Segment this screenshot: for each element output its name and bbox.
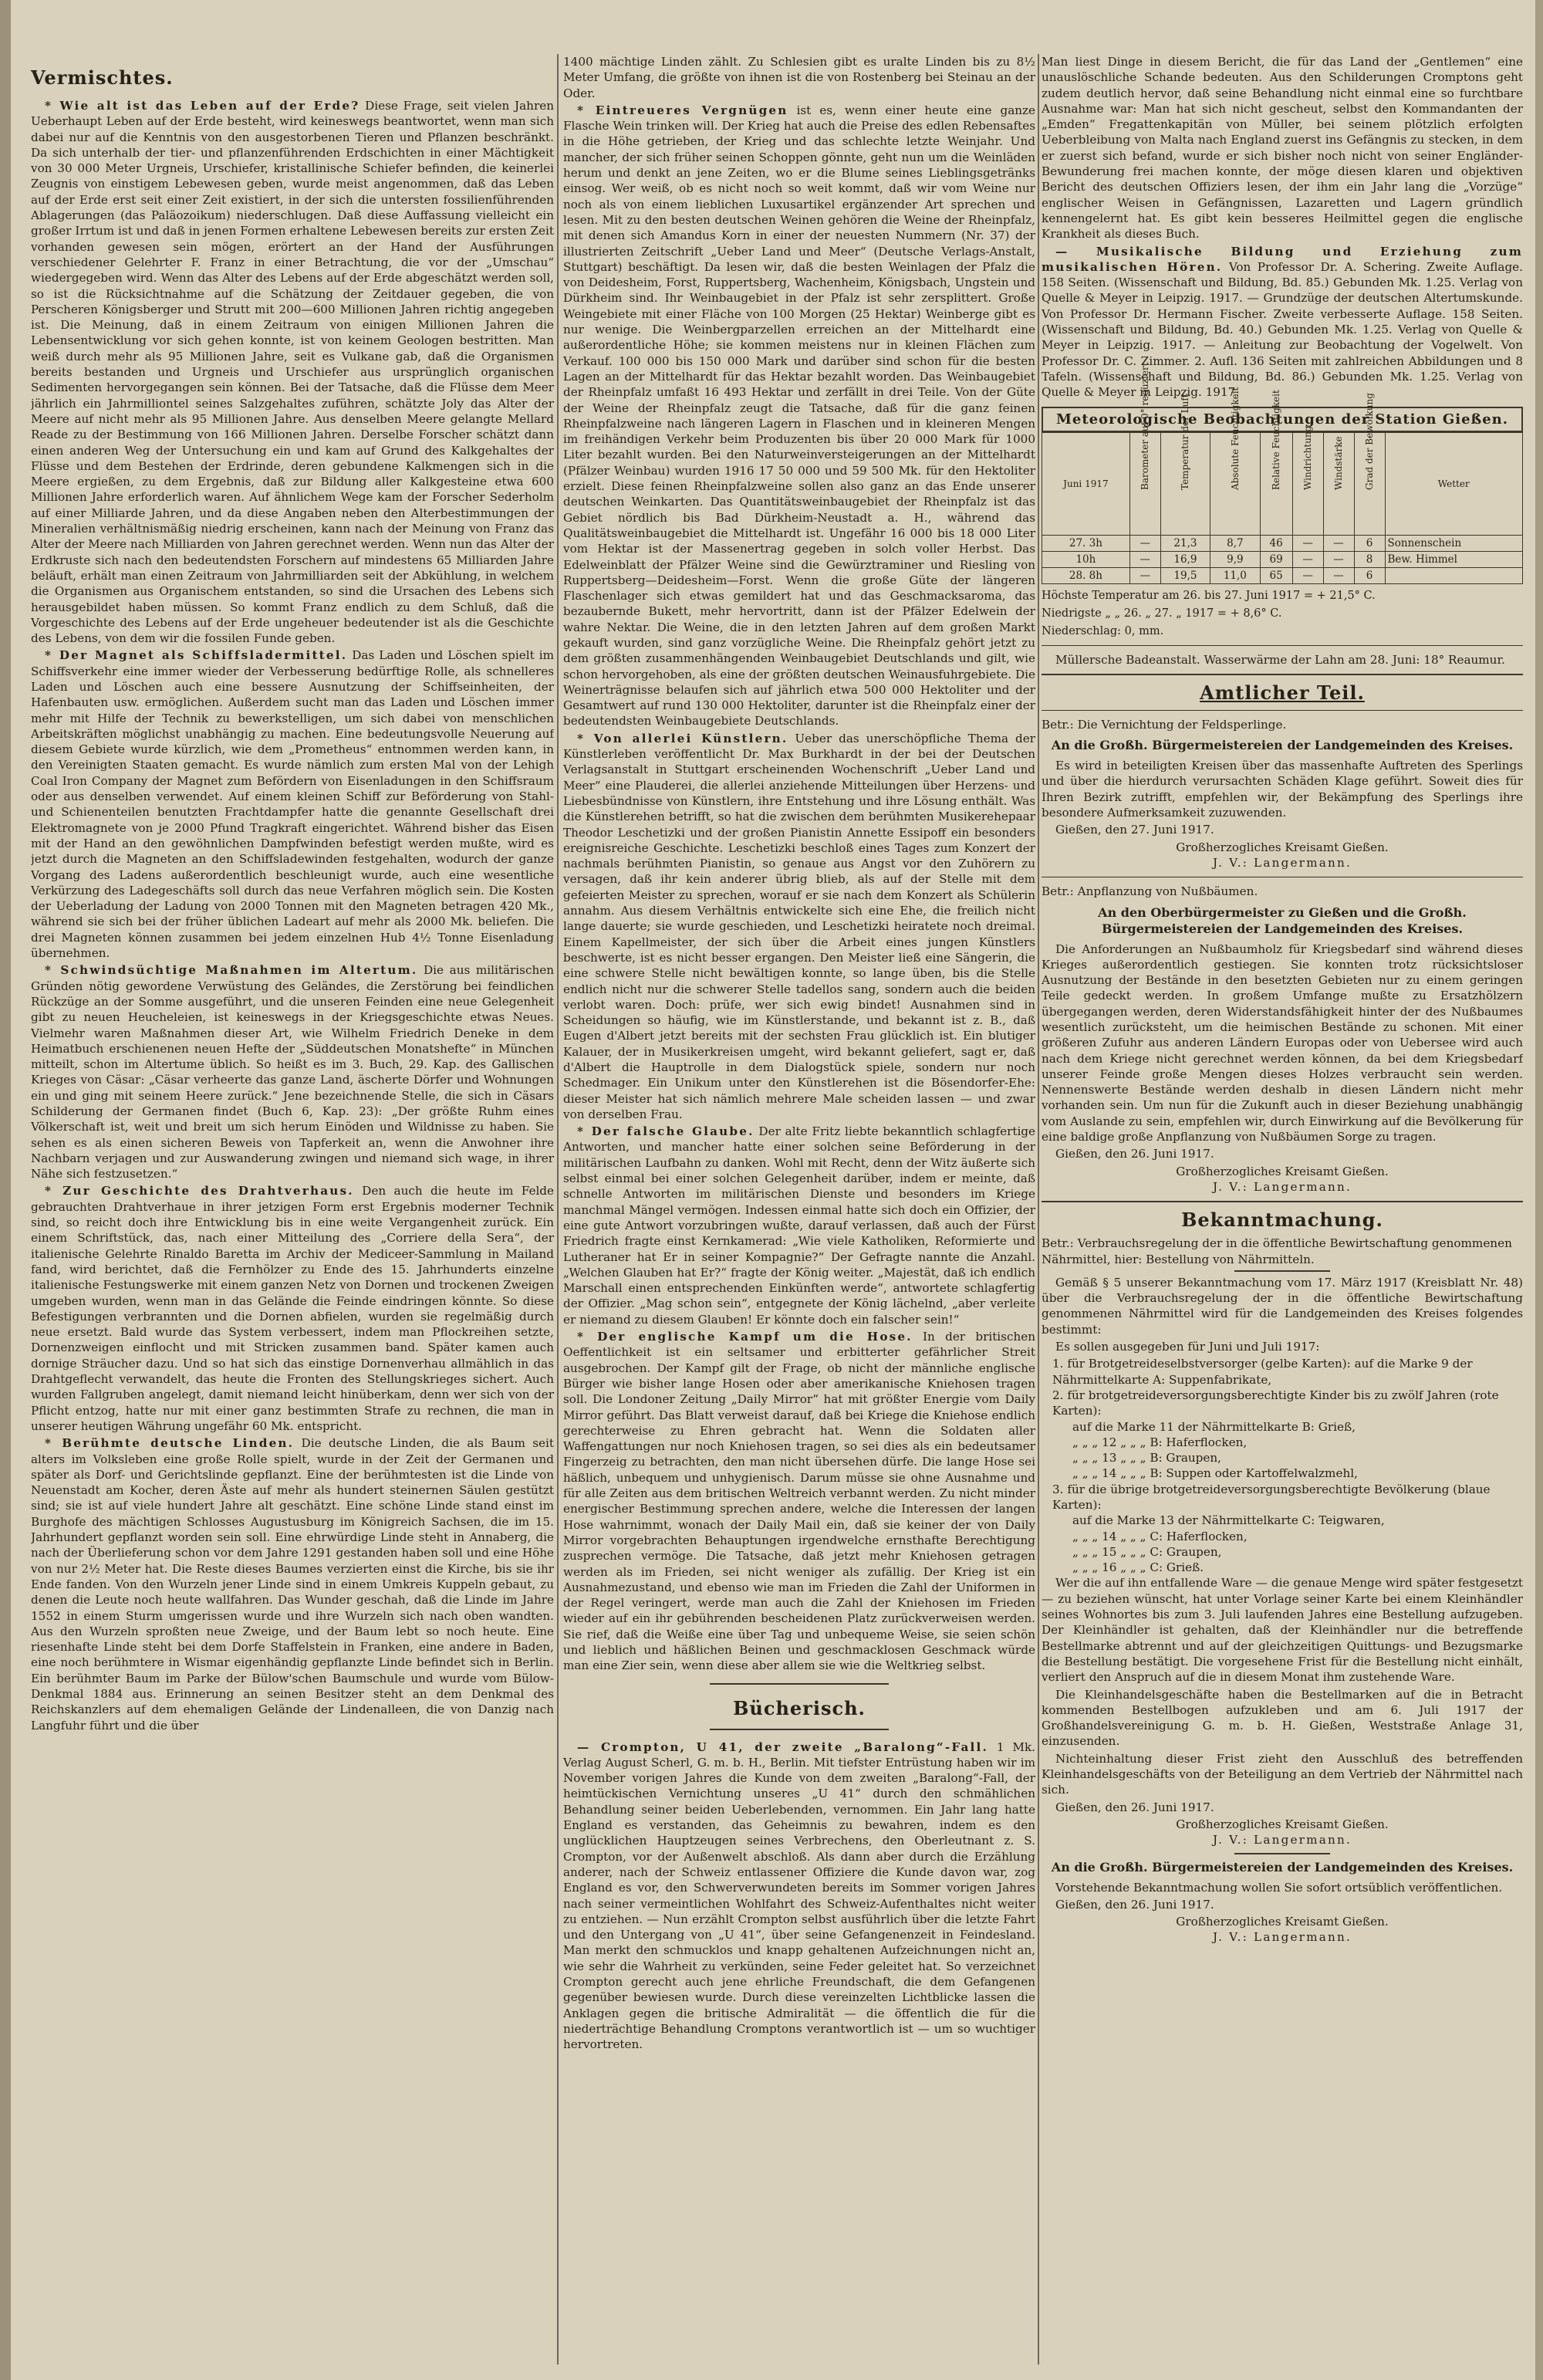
meteo-cell: [1385, 567, 1523, 583]
divider: [1042, 674, 1523, 675]
meteo-cell: —: [1323, 567, 1354, 583]
meteo-cell: —: [1323, 535, 1354, 551]
middle-body: [563, 54, 1035, 1674]
notice-recipient: An die Großh. Bürgermeistereien der Landgemeinden des Kreises.: [1051, 738, 1514, 753]
article-text: Der alte Fritz liebte bekanntlich schlagfertige Antworten, und mancher hatte einer solchen seine Beförderung in der militärischen Laufbahn zu danken. Wohl mit Recht, denn der Witz äußerte sich selbst einmal bei einer solchen Gelegenheit darüber, indem er meinte, daß schnelle Antworten im militärischen Dienste und besonders im Kriege manchmal Mängel vermögen. Indessen einmal hatte sich doch ein Offizier, der eine gute Antwort vorzubringen wußte, darauf verlassen, daß auch der Fürst Friedrich fragte einst Kernkamerad: „Wie viele Katholiken, Reformierte und Lutheraner hat Er in seiner Kompagnie?“ Der Gefragte nannte die Anzahl. „Welchen Glauben hat Er?“ fragte der König weiter. „Majestät, daß ich endlich Marschall einen entsprechenden Einkünften werde“, antwortete schlagfertig der Offizier. „Mag schon sein“, entgegnete der König lächelnd, „aber verleite er niemand zu diesem Glauben! Er könnte doch ein falscher sein!“: [563, 1124, 1035, 1327]
article-lead: * Von allerlei Künstlern.: [577, 731, 788, 745]
article-lead: — Musikalische Bildung und Erziehung zum musikalischen Hören.: [1042, 244, 1523, 274]
meteo-cell: 8: [1354, 551, 1385, 567]
bekannt-sign: J. V.: Langermann.: [1213, 1833, 1352, 1848]
bekannt-office: Großherzogliches Kreisamt Gießen.: [1176, 1817, 1389, 1831]
meteo-row: [1042, 551, 1523, 567]
meteo-header-cell: [1160, 393, 1210, 535]
meteo-cell: —: [1129, 567, 1160, 583]
article-paragraph: [31, 98, 554, 646]
meteo-cell: —: [1292, 551, 1323, 567]
notice-body: Die Anforderungen an Nußbaumholz für Kriegsbedarf sind während dieses Krieges außerordentlich gestiegen. Sie konnten trotz rücksichtsloser Ausnutzung der Bestände in den besetzten Gebieten nur zu einem geringen Teile gedeckt werden. In großem Umfange mußte zu Ersatzhölzern übergegangen werden, deren Widerstandsfähigkeit hinter der des Nußbaumes wesentlich zurücksteht, um die heimischen Bestände zu schonen. Mit einer größeren Zufuhr aus anderen Ländern Europas oder von Uebersee wird auch nach dem Kriege nicht gerechnet werden können, da bei dem Kriegsbedarf unserer Feinde große Mengen dieses Holzes verbraucht sein werden. Nennenswerte Bestände werden deshalb in diesen Ländern nicht mehr vorhanden sein. Um nun für die Zukunft auch in dieser Beziehung unabhängig vom Auslande zu sein, empfehlen wir, durch Einwirkung auf die Bevölkerung für eine baldige große Anpflanzung von Nußbäumen Sorge zu tragen.: [1042, 942, 1523, 1144]
bekannt-intro: Gemäß § 5 unserer Bekanntmachung vom 17. März 1917 (Kreisblatt Nr. 48) über die Verbrauchsregelung der in die öffentliche Bewirtschaftung genommenen Nährmittel wird für die Landgemeinden des Kreises folgendes bestimmt:: [1042, 1275, 1523, 1337]
meteo-header-cell: [1354, 392, 1385, 535]
article-lead: * Berühmte deutsche Linden.: [45, 1436, 295, 1451]
bekannt-item: „ „ „ 16 „ „ „ C: Grieß.: [1072, 1560, 1204, 1575]
notice-sign: J. V.: Langermann.: [1213, 855, 1352, 870]
meteo-header-label: Temperatur der Luft: [1180, 393, 1191, 490]
notice-office: Großherzogliches Kreisamt Gießen.: [1176, 840, 1389, 854]
meteo-cell: —: [1129, 551, 1160, 567]
article-paragraph: [31, 1183, 554, 1434]
meteo-cell: Bew. Himmel: [1385, 551, 1523, 567]
article-lead: * Zur Geschichte des Drahtverhaus.: [45, 1184, 354, 1198]
meteo-title: Meteorologische Beobachtungen der Station Gießen.: [1042, 407, 1523, 432]
article-paragraph: [31, 1435, 554, 1733]
notice-betr: Betr.: Anpflanzung von Nußbäumen.: [1042, 884, 1258, 899]
meteo-notes: [1042, 589, 1523, 639]
meteo-header-label: Windstärke: [1333, 435, 1345, 490]
column-right: [1042, 54, 1523, 2365]
section-title-amtlich: Amtlicher Teil.: [1200, 681, 1365, 704]
divider: [710, 1729, 890, 1730]
section-title-vermischtes: Vermischtes.: [31, 66, 174, 89]
article-lead: * Der falsche Glaube.: [577, 1124, 755, 1139]
meteo-header-cell: [1042, 432, 1130, 535]
bekannt-date: Gießen, den 26. Juni 1917.: [1055, 1800, 1214, 1814]
divider: [1234, 1853, 1331, 1854]
meteo-header-cell: [1385, 432, 1523, 535]
meteo-row: [1042, 567, 1523, 583]
meteo-header-label: Grad der Bewölkung: [1364, 392, 1376, 490]
meteo-cell: 10h: [1042, 551, 1130, 567]
article-paragraph: [563, 54, 1035, 101]
article-text: Die deutsche Linden, die als Baum seit alters im Volksleben eine große Rolle spielt, wurde in der Zeit der Germanen und später als Dorf- und Gerichtslinde gepflanzt. Eine der berühmtesten ist die Linde von Neuenstadt am Kocher, deren Äste auf mehr als hundert steinernen Säulen gestützt sind; sie ist auf viele hundert Jahre alt geschätzt. Eine schöne Linde stand einst im Burghofe des mächtigen Schlosses Augustusburg im Königreich Sachsen, die im 15. Jahrhundert gepflanzt worden sein soll. Eine ehrwürdige Linde steht in Annaberg, die nach der Überlieferung schon vor dem Jahre 1291 gestanden haben soll und eine Höhe von nur 2½ Meter hat. Die Reste dieses Baumes verzierten einst die Kirche, bis sie ihr Ende fanden. Von den Wurzeln jener Linde sind in einem Umkreis Kuppeln gebaut, zu denen die Leute noch heute wallfahren. Das Wunder geschah, daß die Linde im Jahre 1552 in einem Sturm umgerissen wurde und ihre Wurzeln sich nach oben wandten. Aus den Wurzeln sproßten neue Zweige, und der Baum lebt so noch heute. Eine riesenhafte Linde steht bei dem Dorfe Staffelstein in Franken, eine andere in Baden, eine noch berühmtere in Wismar eigenhändig gepflanzte Linde befindet sich in Berlin. Ein berühmter Baum im Parke der Bülow'schen Baumschule und wurde vom Bülow-Denkmal 1884 aus. Erinnerung an seinen Besitzer steht an dem Denkmal des Reichskanzlers auf dem ehemaligen Gelände der Lindenalleen, die von Danzig nach Langfuhr führt und die über: [31, 1436, 554, 1733]
article-paragraph: [1042, 54, 1523, 242]
bekannt-body: [1042, 1575, 1523, 1797]
section-title-buecher: Bücherisch.: [733, 1696, 866, 1719]
meteo-cell: 11,0: [1210, 567, 1260, 583]
meteo-note: Höchste Temperatur am 26. bis 27. Juni 1917 = + 21,5° C.: [1042, 589, 1376, 602]
article-text: Ueber das unerschöpfliche Thema der Künstlerleben veröffentlicht Dr. Max Burkhardt in der bei der Deutschen Verlagsanstalt in Stuttgart erscheinenden Wochenschrift „Ueber Land und Meer“ eine Plauderei, die allerlei anziehende Mitteilungen über Herzens- und Liebesbündnisse von Künstlern, ihre Entstehung und ihre Lösung enthält. Was die Künstlerehen betrifft, so hat die zwischen dem berühmten Musikerehepaar Theodor Leschetizki und der großen Pianistin Annette Essipoff ein besonders ereignisreiche Geschichte. Leschetizki beschloß eines Tages zum Konzert der nachmals berühmten Pianistin, so genaue aus Angst vor den Zuhörern zu versagen, daß ihr kein anderer übrig blieb, als auf der Stelle mit dem gefeierten Meister zu sprechen, worauf er sie nach dem Konzert als Schülerin annahm. Aus diesem Verhältnis entwickelte sich eine Ehe, die freilich nicht lange dauerte; sie wurde geschieden, und Leschetizki heiratete noch dreimal. Einem Kapellmeister, der sich über die Arbeit eines jungen Künstlers beschwerte, ist es nicht besser ergangen. Den Meister ließ eine Sängerin, die eine schwere Stelle nicht bewältigen konnte, so lange üben, bis die Stelle endlich nicht nur die schwerer Stelle tadellos sang, sondern auch die beiden verlobt waren. Doch: prüfe, wer sich ewig bindet! Ausnahmen sind in Scheidungen so häufig, wie im Künstlerstande, und bekannt ist z. B., daß Eugen d'Albert jetzt bereits mit der sechsten Frau glücklich ist. Ein blutiger Kalauer, der in Musikerkreisen umgeht, wird bekannt geliefert, sagt er, daß d'Albert die Hauptrolle in dem Dialogstück spiele, sondern nur noch Schedmager. Ein Unikum unter den Künstlerehen ist die Bösendorfer-Ehe: dieser Meister hat sich nämlich mehrere Male scheiden lassen — und zwar von derselben Frau.: [563, 731, 1035, 1121]
meteo-cell: 69: [1260, 551, 1292, 567]
notice-recipient: An den Oberbürgermeister zu Gießen und die Großh. Bürgermeistereien der Landgemeinden des Kreises.: [1098, 904, 1467, 936]
bekannt-sign2: J. V.: Langermann.: [1213, 1930, 1352, 1945]
meteo-cell: Sonnenschein: [1385, 535, 1523, 551]
bekannt-item: 2. für brotgetreideversorgungsberechtigte Kinder bis zu zwölf Jahren (rote Karten):: [1052, 1388, 1499, 1418]
meteo-cell: —: [1323, 551, 1354, 567]
meteo-cell: 16,9: [1160, 551, 1210, 567]
article-lead: * Der englische Kampf um die Hose.: [577, 1330, 913, 1344]
meteo-cell: —: [1292, 535, 1323, 551]
bekannt-item: „ „ „ 14 „ „ „ B: Suppen oder Kartoffelwalzmehl,: [1072, 1466, 1358, 1481]
article-text: ist es, wenn einer heute eine ganze Flasche Wein trinken will. Der Krieg hat auch die Preise des edlen Rebensaftes in die Höhe getrieben, der Krieg und das schlechte letzte Weinjahr. Und mancher, der sich früher seinen Schoppen gönnte, geht nun um die Weinläden herum und denkt an jene Zeiten, wo er die Blume seines Lieblingsgetränks einsog. Wer weiß, ob es nicht noch so weit kommt, daß wir vom Weine nur noch als von einem lieblichen Luxusartikel ergänzender Art sprechen und lesen. Mit zu den besten deutschen Weinen gehören die Weine der Rheinpfalz, mit denen sich Amandus Korn in einer der neuesten Nummern (Nr. 37) der illustrierten Zeitschrift „Ueber Land und Meer“ (Deutsche Verlags-Anstalt, Stuttgart) beschäftigt. Da lesen wir, daß die besten Weinlagen der Pfalz die von Deidesheim, Forst, Ruppertsberg, Wachenheim, Königsbach, Ungstein und Dürkheim sind. Ihr Weinbaugebiet in der Pfalz ist sehr zersplittert. Große Weingebiete mit einer Fläche von 100 Morgen (25 Hektar) Weinberge gibt es nur wenige. Die Weinbergparzellen erreichen an der Mittelhardt eine außerordentliche Höhe; sie kommen meistens nur in kleinen Flächen zum Verkauf. 100 000 bis 150 000 Mark und darüber sind schon für die besten Lagen an der Mittelhardt für das Hektar bezahlt worden. Das Weinbaugebiet der Rheinpfalz umfaßt 16 493 Hektar und zerfällt in drei Teile. Von der Güte der Weine der Rheinpfalz zeugt die Tatsache, daß für die ganz feinen Rheinpfalzweine nach längeren Lagern in Flaschen und in kleineren Mengen im freihändigen Verkehr beim Produzenten bis über 20 000 Mark für 1000 Liter bezahlt wurden. Bei den Naturweinversteigerungen an der Mittelhardt (Pfälzer Weinbau) wurden 1916 17 50 000 und 59 500 Mk. für den Hektoliter erzielt. Diese feinen Rheinpfalzweine sollen also ganz an das Ende unserer deutschen Weinkarten. Das Quantitätsweinbaugebiet der Rheinpfalz ist das Gebiet nördlich bis Bad Dürkheim-Neustadt a. H., während das Qualitätsweinbaugebiet die Mittelhardt ist. Ungefähr 16 000 bis 18 000 Liter vom Hektar ist der Massenertrag gegeben in solch voller Herbst. Das Edelweinblatt der Pfälzer Weine sind die Gewürztraminer und Riesling von Ruppertsberg—Deidesheim—Forst. Wenn die große Güte der längeren Flaschenlager sich etwas gemildert hat und das Geschmacksaroma, das bezaubernde Bukett, mehr hervortritt, dann ist der Pfälzer Edelwein der wahre Nektar. Die Weine, die in den letzten Jahren auf dem großen Markt gekauft wurden, sind ganz vorzügliche Weine. Die Rheinpfalz gehört jetzt zu dem größten zusammenhängenden Weinbaugebiet Deutschlands und gilt, wie schon hervorgehoben, als eine der größten deutschen Weinausfuhrgebiete. Die Weinerträgnisse belaufen sich auf jährlich etwa 500 000 Hektoliter und der Gesamtwert auf rund 130 000 Hektoliter, darunter ist die Rheinpfalz einer der bedeutendsten Weinbaugebiete Deutschlands.: [563, 103, 1035, 729]
article-paragraph: [563, 731, 1035, 1122]
meteo-header-row: [1042, 432, 1523, 535]
notice-date: Gießen, den 27. Juni 1917.: [1055, 823, 1214, 837]
bekannt-paragraph: Nichteinhaltung dieser Frist zieht den Ausschluß des betreffenden Kleinhandelsgeschäfts von der Beteiligung an dem Vertrieb der Nährmittel nach sich.: [1042, 1751, 1523, 1797]
article-text: Man liest Dinge in diesem Bericht, die für das Land der „Gentlemen“ eine unauslöschliche Schande bedeuten. Aus den Schilderungen Cromptons geht zudem deutlich hervor, daß seine Behandlung nicht einmal eine so furchtbare Ausnahme war: Man hat sich nicht gescheut, selbst den Kommandanten der „Emden“ Fregattenkapitän von Müller, bei seinem plötzlich erfolgten Ueberbleibung von Malta nach England zuerst ins Gefängnis zu stecken, in dem er zuerst sich befand, wurde er sich bisher noch nicht von seiner Engländer-Bewunderung frei machen konnte, der möge diesen klaren und objektiven Bericht des deutschen Offiziers lesen, der ihm ein Jahr lang die „Vorzüge“ englischer Weisen in Gefängnissen, Lazaretten und Lagern gründlich kennengelernt hat. Es gibt kein besseres Heilmittel gegen die englische Krankheit als dieses Buch.: [1042, 55, 1523, 242]
article-paragraph: [563, 103, 1035, 729]
divider: [1042, 1201, 1523, 1202]
article-text: Das Laden und Löschen spielt im Schiffsverkehr eine immer wieder der Verbesserung bedürftige Rolle, als schnelleres Laden und Löschen auch eine bessere Ausnutzung der Schiffseinheiten, der Hafenbauten usw. ermöglichen. Außerdem sucht man das Laden und Löschen immer mehr mit Hilfe der Technik zu bewerkstelligen, um sich dabei von menschlichen Arbeitskräften möglichst unabhängig zu machen. Eine bedeutungsvolle Neuerung auf diesem Gebiete wurde kürzlich, wie dem „Prometheus“ entnommen werden kann, in den Vereinigten Staaten gemacht. Es wurde nämlich zum ersten Mal von der Lehigh Coal Iron Company der Magnet zum Befördern von Eisenladungen in den Schiffsraum oder aus denselben verwendet. Auf einem kleinen Schiff zur Beförderung von Stahl- und Schienenteilen benutzten Frachtdampfer hatte die genannte Gesellschaft drei Elektromagnete von je 2000 Pfund Tragkraft eingerichtet. Während bisher das Eisen mit der Hand an den gewöhnlichen Dampfwinden befestigt werden mußte, wird es jetzt durch die Magneten an den Schiffsladewinden festgehalten, wodurch der ganze Vorgang des Ladens außerordentlich beschleunigt wurde, auch eine wesentliche Verkürzung des Ladegeschäfts soll durch das neue Verfahren möglich sein. Die Kosten der Ueberladung der Ladung von 2000 Tonnen mit den Magneten betragen 420 Mk., während sie sich bei der früher üblichen Ladeart auf mehr als 2000 Mk. beliefen. Die drei Magneten können zusammen bei jedem einzelnen Hub 4½ Tonne Eisenladung übernehmen.: [31, 648, 554, 961]
bekannt-item: „ „ „ 14 „ „ „ C: Haferflocken,: [1072, 1529, 1248, 1543]
meteo-header-cell: [1129, 361, 1160, 535]
divider: [1042, 645, 1523, 646]
article-paragraph: [31, 962, 554, 1182]
buecher-body: [563, 1739, 1035, 2053]
meteo-header-label: Absolute Feuchtigkeit: [1229, 387, 1241, 490]
bekannt-paragraph: Die Kleinhandelsgeschäfte haben die Bestellmarken auf die in Betracht kommenden Bestellbogen aufzukleben und am 6. Juli 1917 der Großhandelsvereinigung G. m. b. H. Gießen, Weststraße Anlage 31, einzusenden.: [1042, 1687, 1523, 1749]
meteo-header-label: Wetter: [1437, 478, 1470, 489]
meteo-header-label: Windrichtung: [1302, 425, 1314, 490]
article-text: 1400 mächtige Linden zählt. Zu Schlesien gibt es uralte Linden bis zu 8½ Meter Umfang, die größte von ihnen ist die von Rostenberg bei Steinau an der Oder.: [563, 55, 1035, 100]
article-text: Von Professor Dr. A. Schering. Zweite Auflage. 158 Seiten. (Wissenschaft und Bildung, Bd. 85.) Gebunden Mk. 1.25. Verlag von Quelle & Meyer in Leipzig. 1917. — Grundzüge der deutschen Altertumskunde. Von Professor Dr. Hermann Fischer. Zweite verbesserte Auflage. 158 Seiten. (Wissenschaft und Bildung, Bd. 40.) Gebunden Mk. 1.25. Verlag von Quelle & Meyer in Leipzig. 1917. — Anleitung zur Beobachtung der Vogelwelt. Von Professor Dr. C. Zimmer. 2. Aufl. 136 Seiten mit zahlreichen Abbildungen und 8 Tafeln. (Wissenschaft und Bildung, Bd. 86.) Gebunden Mk. 1.25. Verlag von Quelle & Meyer in Leipzig. 1917.: [1042, 259, 1523, 400]
meteo-row: [1042, 535, 1523, 551]
amtlich-body: [1042, 717, 1523, 1195]
notice-sign: J. V.: Langermann.: [1213, 1179, 1352, 1194]
article-lead: * Wie alt ist das Leben auf der Erde?: [45, 99, 360, 113]
bekannt-to2: An die Großh. Bürgermeistereien der Landgemeinden des Kreises.: [1051, 1859, 1514, 1875]
notice-betr: Betr.: Die Vernichtung der Feldsperlinge.: [1042, 717, 1287, 732]
meteo-cell: 8,7: [1210, 535, 1260, 551]
notice-office: Großherzogliches Kreisamt Gießen.: [1176, 1164, 1389, 1178]
article-text: Den auch die heute im Felde gebrauchten Drahtverhaue in ihrer jetzigen Form erst Ergebnis moderner Technik sind, so reicht doch ihre Entwicklung bis in eine weite Vergangenheit zurück. Ein einem Schriftstück, das, nach einer Mitteilung des „Corriere della Sera“, der italienische Gelehrte Rinaldo Baretta im Archiv der Mediceer-Sammlung in Mailand fand, wird berichtet, daß die Fernhölzer zu Ende des 15. Jahrhunderts einzelne italienische Festungswerke mit einem ganzen Netz von Dornen und trockenen Zweigen umgeben wurden, wenn man in das Gelände die Feinde eindringen könnte. So diese Befestigungen verbrannten und die Dornen abfielen, wurden sie regelmäßig durch neue ersetzt. Bald wurde das System verbessert, indem man Pflockreihen setzte, Dornenzweigen einflocht und mit Stricken zusammen band. Später kamen auch dornige Sträucher dazu. Und so hat sich das einstige Dornenverhau allmählich in das Drahtgeflecht verwandelt, das heute die Fronten des Stellungskrieges sichert. Auch wurden Fallgruben angelegt, damit niemand leicht hinüberkam, denn wer sich von der Pflicht entzog, hatte nur mit einer ganz bestimmten Strafe zu rechnen, die man in unserer heutigen Währung ungefähr 60 Mk. entspricht.: [31, 1184, 554, 1433]
meteo-cell: 6: [1354, 535, 1385, 551]
meteo-note: Niedrigste „ „ 26. „ 27. „ 1917 = + 8,6° C.: [1042, 607, 1282, 620]
bekannt-item: 1. für Brotgetreideselbstversorger (gelbe Karten): auf die Marke 9 der Nährmittelkarte A: Suppenfabrikate,: [1052, 1357, 1473, 1387]
meteo-note: Niederschlag: 0, mm.: [1042, 624, 1164, 637]
article-paragraph: [563, 1329, 1035, 1674]
article-text: 1 Mk. Verlag August Scherl, G. m. b. H., Berlin. Mit tiefster Entrüstung haben wir im November vorigen Jahres die Kunde von dem zweiten „Baralong“-Fall, der heimtückischen Vernichtung unseres „U 41“ durch den schmählichen Behandlung seiner beiden Ueberlebenden, vernommen. Ein Jahr lang hatte England es verstanden, das Geheimnis zu bewahren, indem es den unglücklichen Hauptzeugen seines Verbrechens, den Oberleutnant z. S. Crompton, vor der Außenwelt abschloß. Als dann aber durch die Erzählung anderer, nach der Schweiz entlassener Offiziere die Kunde davon war, zog England es vor, den Schwerverwundeten bereits im Sommer vorigen Jahres nach seiner vermeintlichen Wohlfahrt des Schweiz-Aufenthaltes nicht weiter zu entziehen. — Nun erzählt Crompton selbst ausführlich über die letzte Fahrt und den Untergang von „U 41“, über seine Gefangenenzeit in Feindesland. Man merkt den schmucklos und knapp gehaltenen Aufzeichnungen nicht an, wie sehr die Wahrheit zu verkünden, seine Feder geleitet hat. So verzeichnet Crompton gerecht auch jene ehrliche Freundschaft, die dem Gefangenen gegenüber bewiesen wurde. Durch diese vereinzelten Lichtblicke lassen die Anklagen gegen die britische Admiralität — die öffentlich die für die niederträchtige Behandlung Cromptons verantwortlich ist — um so wuchtiger hervortreten.: [563, 1739, 1035, 2052]
meteo-body: [1042, 535, 1523, 583]
meteo-cell: 28. 8h: [1042, 567, 1130, 583]
article-paragraph: [31, 647, 554, 961]
meteo-header-label: Barometer auf 0° reduziert: [1140, 361, 1151, 490]
bekannt-date2: Gießen, den 26. Juni 1917.: [1055, 1897, 1214, 1912]
column-vermischtes: [31, 54, 554, 2365]
vermischtes-body: [31, 98, 554, 1733]
section-title-bekanntmachung: Bekanntmachung.: [1181, 1209, 1383, 1232]
article-text: Die aus militärischen Gründen nötig gewordene Verwüstung des Geländes, die Zerstörung bei feindlichen Rückzüge an der Somme ausgeführt, und die unseren Feinden eine neue Gelegenheit gibt zu neuen Heucheleien, ist keineswegs in der Kriegsgeschichte etwas Neues. Vielmehr waren Maßnahmen dieser Art, wie Wilhelm Friedrich Deneke in dem Heimatbuch erschienenen neuen Hefte der „Süddeutschen Monatshefte“ in München mitteilt, schon im Altertume üblich. So heißt es im 3. Buch, 29. Kap. des Gallischen Krieges von Cäsar: „Cäsar verheerte das ganze Land, äscherte Dörfer und Wohnungen ein und ging mit seinem Heere zurück.“ Jene bezeichnende Stelle, die sich in Cäsars Schilderung der Germanen findet (Buch 6, Kap. 23): „Der größte Ruhm eines Völkerschaft ist, weit und breit um sich herum Einöden und Wildnisse zu haben. Sie sehen es als einen sicheren Beweis von Tapferkeit an, wenn die Anwohner ihre Nachbarn verjagen und zur Auswanderung zwingen und niemand sich wage, in ihrer Nähe sich festzusetzen.“: [31, 963, 554, 1182]
bekannt-item: „ „ „ 15 „ „ „ C: Graupen,: [1072, 1544, 1222, 1559]
article-paragraph: [563, 1124, 1035, 1327]
bekannt-body2: Vorstehende Bekanntmachung wollen Sie sofort ortsüblich veröffentlichen.: [1055, 1880, 1503, 1895]
meteo-cell: 65: [1260, 567, 1292, 583]
meteo-header-label: Relative Feuchtigkeit: [1271, 389, 1282, 490]
article-paragraph: [563, 1739, 1035, 2053]
bekannt-item: auf die Marke 13 der Nährmittelkarte C: Teigwaren,: [1072, 1513, 1385, 1528]
bekannt-lead: Es sollen ausgegeben für Juni und Juli 1917:: [1055, 1340, 1320, 1354]
notice-date: Gießen, den 26. Juni 1917.: [1055, 1147, 1214, 1161]
article-lead: * Eintreueres Vergnügen: [577, 103, 788, 117]
bekannt-office2: Großherzogliches Kreisamt Gießen.: [1176, 1915, 1389, 1929]
bekannt-item: 3. für die übrige brotgetreideversorgungsberechtigte Bevölkerung (blaue Karten):: [1052, 1482, 1491, 1512]
meteo-cell: 46: [1260, 535, 1292, 551]
column-middle: [563, 54, 1035, 2365]
meteo-header-cell: [1260, 389, 1292, 535]
meteo-header-cell: [1210, 387, 1260, 535]
meteo-cell: —: [1129, 535, 1160, 551]
right-top-body: [1042, 54, 1523, 401]
meteo-header-label: Juni 1917: [1063, 478, 1109, 489]
article-lead: * Schwindsüchtige Maßnahmen im Altertum.: [45, 963, 418, 978]
bekannt-item: „ „ „ 12 „ „ „ B: Haferflocken,: [1072, 1435, 1248, 1449]
bekannt-item: auf die Marke 11 der Nährmittelkarte B: Grieß,: [1072, 1419, 1356, 1434]
bekannt-paragraph: Wer die auf ihn entfallende Ware — die genaue Menge wird später festgesetzt — zu beziehen wünscht, hat unter Vorlage seiner Karte bei einem Kleinhändler seines Wohnortes bis zum 3. Juli laufenden Jahres eine Bestellung aufzugeben. Der Kleinhändler ist gehalten, daß der Kleinhändler nur die betreffende Bestellmarke abtrennt und auf der gleichzeitigen Quittungs- und Bezugsmarke die Bestellung bestätigt. Die vorgesehene Frist für die Bestellung nicht einhält, verliert den Anspruch auf die in diesem Monat ihm zustehende Ware.: [1042, 1576, 1523, 1685]
divider: [710, 1683, 890, 1685]
divider: [1234, 1270, 1331, 1272]
divider: [1042, 710, 1523, 711]
article-paragraph: [1042, 244, 1523, 401]
bekannt-item: „ „ „ 13 „ „ „ B: Graupen,: [1072, 1451, 1221, 1466]
meteo-cell: 9,9: [1210, 551, 1260, 567]
meteo-cell: 21,3: [1160, 535, 1210, 551]
meteo-cell: 6: [1354, 567, 1385, 583]
article-text: In der britischen Oeffentlichkeit ist ein seltsamer und erbitterter gefährlicher Streit ausgebrochen. Der Kampf gilt der Frage, ob nicht der männliche englische Bürger wie bisher lange Hosen oder aber amerikanische Kniehosen tragen soll. Die Londoner Zeitung „Daily Mirror“ hat mit größter Energie vom Daily Mirror geführt. Das Blatt verweist darauf, daß bei Kriege die Kniehose endlich gerechterweise zu Ehren gebracht hat. Wenn die Soldaten aller Waffengattungen nur noch Kniehosen tragen, so sei dies als ein bedeutsamer Fingerzeig zu betrachten, den man nicht übersehen dürfe. Die lange Hose sei häßlich, unbequem und unhygienisch. Darum müsse sie ohne Ausnahme und für alle Zeiten aus dem britischen Weltreich verbannt werden. Zu nicht minder energischer Bestimmung sprechen andere, welche die Interessen der langen Hose wahrnimmt, wonach der Daily Mail ein, daß sie keiner der von Daily Mirror vorgebrachten Behauptungen irgendwelche ernsthafte Berechtigung zusprechen vermöge. Die Tatsache, daß jetzt mehr Kniehosen getragen werden als im Frieden, sei nicht weniger als zufällig. Der Krieg ist ein Ausnahmezustand, und ebenso wie man im Frieden die Zahl der Uniformen in der Regel veringert, werde man auch die Zahl der Kniehosen im Frieden wieder auf ein ihr gebührenden bescheidenen Platz zurückverweisen werden. Sie rief, daß die Weiße eine über Tag und unbequeme Weise, sie seien schön und lieblich und häßlichen Beinen und geschmacklosen Geschmack würde man eine Zier sein, wenn diese aber allem sie wie die Weltkrieg selbst.: [563, 1330, 1035, 1673]
article-text: Diese Frage, seit vielen Jahren Ueberhaupt Leben auf der Erde besteht, wird keineswegs beantwortet, wenn man sich dabei nur auf die Kenntnis von den ausgestorbenen Tieren und Pflanzen beschränkt. Da sich unterhalb der tier- und pflanzenführenden Erdschichten in einer Mächtigkeit von 30 000 Meter Urgneis, Urschiefer, kristallinische Schiefer befinden, die keinerlei Zeugnis von einstigem Lebewesen geben, wurde meist angenommen, daß das Leben auf der Erde erst seit einer Zeit existiert, in der sich die untersten fossilienführenden Ablagerungen (das Paläozoikum) niederschlugen. Daß diese Auffassung vielleicht ein großer Irrtum ist und daß in jenen Formen erhaltene Lebewesen bereits zur ersten Zeit vorhanden gewesen sein mögen, erörtert an der Hand der Ausführungen verschiedener Gelehrter F. Franz in einer Betrachtung, die vor der „Umschau“ wiedergegeben wird. Wenn das Alter des Lebens auf der Erde abgeschätzt werden soll, so ist die Rücksichtnahme auf die Schätzung der Zeitdauer gegeben, die von Perscheren Königsberger und Strutt mit 200—600 Millionen Jahren richtig angegeben ist. Die Meinung, daß in einem Zeitraum von einigen Millionen Jahren die Lebensentwicklung vor sich gehen konnte, ist von keinem Geologen bestritten. Man weiß durch mehr als 95 Millionen Jahre, seit es Vulkane gab, daß die Organismen bereits bestanden und Urgneis und Urschiefer aus ursprünglich organischen Sedimenten hervorgegangen sein können. Bei der Tatsache, daß die Flüsse dem Meer jährlich ein Jahrmilliontel seines Salzgehaltes zuführen, schätzte Joly das Alter der Meere auf nicht mehr als 95 Millionen Jahre. Aus denselben Meere gelangte Mellard Reade zu der Bestimmung von 166 Millionen Jahren. Derselbe Forscher schätzt dann einen anderen Weg der Untersuchung ein und kam auf Grund des Kalkgehaltes der Flüsse und dem Bestehen der Erdrinde, deren gebundene Kalkmengen sich in die Meere ergießen, zu dem Ergebnis, daß zur Bildung aller Kalkgesteine etwa 600 Millionen Jahre erforderlich waren. Auf ähnlichem Wege kam der Forscher Sederholm auf einer Milliarde Jahren, und da diese Angaben neben den Alterbestimmungen der Mineralien verhältnismäßig niedrig erscheinen, kann nach der Meinung von Franz das Alter der Meere nach Milliarden von Jahren gerechnet werden. Wenn nun das Alter der Erdkruste sich nach den bedeutendsten Forschern auf mindestens 65 Milliarden Jahre beläuft, erhält man einen Zeitraum von Jahrmilliarden seit der Abkühlung, in welchem die Organismen aus Organischem entstanden, so sind die Ursachen des Lebens sich herausgebildet haben müssen. So kommt Franz endlich zu dem Schluß, daß die Vorgeschichte des Lebens auf der Erde ungeheuer bedeutender ist als die Geschichte des Lebens, von dem wir die fossilen Funde geben.: [31, 99, 554, 646]
meteo-header-cell: [1323, 432, 1354, 535]
notice-body: Es wird in beteiligten Kreisen über das massenhafte Auftreten des Sperlings und über die hierdurch verursachten Schäden Klage geführt. Soweit dies für Ihren Bezirk zutrifft, empfehlen wir, der Bekämpfung des Sperlings ihre besondere Aufmerksamkeit zuzuwenden.: [1042, 759, 1523, 820]
meteo-header-cell: [1292, 425, 1323, 535]
article-lead: — Crompton, U 41, der zweite „Baralong“-Fall.: [577, 1739, 988, 1754]
bad-note: Müllersche Badeanstalt. Wasserwärme der Lahn am 28. Juni: 18° Reaumur.: [1055, 652, 1505, 667]
column-rule: [557, 54, 559, 2365]
meteo-cell: 19,5: [1160, 567, 1210, 583]
meteo-cell: 27. 3h: [1042, 535, 1130, 551]
bekannt-items: [1042, 1356, 1523, 1575]
column-rule: [1038, 54, 1039, 2365]
article-lead: * Der Magnet als Schiffsladermittel.: [45, 648, 348, 663]
meteo-cell: —: [1292, 567, 1323, 583]
bekannt-betr: Betr.: Verbrauchsregelung der in die öffentliche Bewirtschaftung genommenen Nährmittel, hier: Bestellung von Nährmitteln.: [1042, 1236, 1512, 1266]
